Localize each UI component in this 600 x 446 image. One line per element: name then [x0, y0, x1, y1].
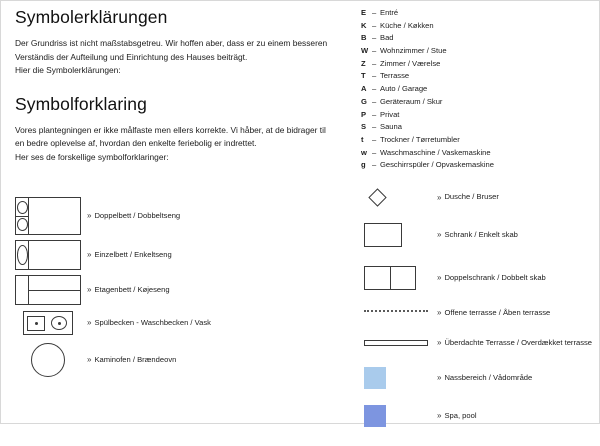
abbrev-key: E [361, 8, 367, 17]
abbrev-dash: – [372, 122, 377, 132]
abbrev-value: Geräteraum / Skur [380, 96, 443, 106]
intro-dk-last: Her ses de forskellige symbolforklaringer: [15, 152, 169, 163]
legend-label: Einzelbett / Enkeltseng [94, 249, 172, 259]
legend-label: Doppelbett / Dobbeltseng [94, 210, 181, 220]
double-bed-icon [13, 197, 83, 235]
shower-icon [361, 191, 433, 204]
abbrev-value: Trockner / Tørretumbler [380, 134, 460, 144]
legend-label: Schrank / Enkelt skab [444, 229, 518, 239]
legend-item-spa-pool [361, 405, 593, 427]
legend-arrow: » [437, 308, 442, 318]
legend-item-wood-stove [13, 343, 343, 377]
abbrev-dash: – [372, 58, 377, 68]
abbrev-key: G [361, 96, 367, 106]
legend-item-open-terrace [361, 309, 593, 318]
legend-arrow: » [437, 230, 442, 239]
page-title-dk: Symbolforklaring [15, 93, 147, 114]
legend-label: Nassbereich / Vådområde [444, 373, 533, 383]
abbrev-value: Entré [380, 8, 399, 17]
legend-arrow: » [87, 285, 92, 294]
abbrev-value: Bad [380, 33, 394, 43]
abbrev-dash: – [372, 46, 377, 56]
legend-label: Offene terrasse / Åben terrasse [444, 308, 551, 317]
abbrev-dash: – [372, 33, 377, 43]
abbrev-key: W [361, 46, 369, 56]
spa-pool-swatch-icon [361, 405, 433, 427]
spa-pool-color [364, 405, 386, 427]
abbreviation-row [361, 136, 591, 144]
abbrev-value: Küche / Køkken [380, 20, 434, 30]
abbrev-dash: – [372, 96, 377, 106]
legend-item-single-bed [13, 240, 343, 270]
abbreviation-row [361, 98, 591, 106]
legend-arrow: » [437, 373, 442, 383]
intro-paragraph-dk [15, 124, 333, 165]
abbrev-dash: – [372, 160, 377, 170]
abbreviation-row [361, 161, 591, 169]
legend-label: Dusche / Bruser [444, 192, 499, 202]
legend-item-covered-terrace [361, 339, 593, 348]
bunk-bed-icon [13, 275, 83, 305]
abbrev-dash: – [372, 8, 377, 17]
abbreviation-row [361, 47, 591, 55]
abbreviation-list [361, 9, 591, 174]
legend-item-cabinet-double [361, 266, 593, 290]
abbrev-key: K [361, 20, 367, 30]
legend-arrow: » [87, 355, 92, 364]
intro-de-last: Hier die Symbolerklärungen: [15, 65, 121, 76]
legend-item-double-bed [13, 197, 343, 235]
cabinet-single-icon [361, 223, 433, 247]
abbrev-key: B [361, 33, 367, 43]
wet-area-color [364, 367, 386, 389]
legend-label: Kaminofen / Brændeovn [94, 354, 177, 364]
legend-item-sink [13, 311, 343, 335]
abbreviation-row [361, 85, 591, 93]
legend-list-left [13, 197, 343, 382]
abbreviation-row [361, 72, 591, 80]
abbrev-value: Waschmaschine / Vaskemaskine [380, 147, 491, 157]
abbrev-dash: – [372, 71, 377, 81]
intro-de-body: Der Grundriss ist nicht maßstabsgetreu. Wir hoffen aber, dass er zu einem besseren Verständis der Aufteilung und Einrichtung des Hauses beiträgt. [15, 38, 328, 62]
abbrev-value: Zimmer / Værelse [380, 58, 441, 68]
intro-dk-body: Vores plantegningen er ikke målfaste men ellers korrekte. Vi håber, at de bidrager til en bedre oplevelse af, hvordan den enkelte feriebolig er indrettet. [15, 124, 326, 149]
covered-terrace-icon [361, 340, 433, 346]
abbreviation-row [361, 9, 591, 17]
abbrev-key: Z [361, 58, 366, 68]
abbreviation-row [361, 60, 591, 68]
abbrev-key: g [361, 160, 366, 170]
abbrev-key: w [361, 147, 367, 157]
abbrev-value: Sauna [380, 122, 402, 132]
abbrev-value: Auto / Garage [380, 84, 428, 94]
wood-stove-icon [13, 343, 83, 377]
legend-arrow: » [437, 411, 442, 421]
sink-icon [13, 311, 83, 335]
legend-arrow: » [87, 250, 92, 259]
open-terrace-icon [361, 310, 433, 317]
legend-label: Doppelschrank / Dobbelt skab [444, 272, 546, 282]
abbrev-dash: – [372, 147, 377, 157]
legend-arrow: » [87, 318, 92, 327]
legend-list-right [361, 191, 593, 446]
legend-item-wet-area [361, 367, 593, 389]
abbrev-dash: – [372, 84, 377, 94]
legend-label: Etagenbett / Køjeseng [94, 284, 170, 294]
legend-arrow: » [87, 211, 92, 220]
abbrev-dash: – [372, 134, 377, 144]
abbrev-value: Wohnzimmer / Stue [380, 46, 447, 56]
single-bed-icon [13, 240, 83, 270]
legend-label: Spülbecken - Waschbecken / Vask [94, 317, 211, 327]
text-column [15, 7, 345, 165]
abbreviation-row [361, 111, 591, 119]
abbreviation-row [361, 34, 591, 42]
legend-arrow: » [437, 338, 442, 348]
abbrev-dash: – [372, 20, 377, 30]
legend-item-bunk-bed [13, 275, 343, 305]
page-title-de: Symbolerklärungen [15, 7, 168, 27]
abbrev-dash: – [372, 109, 377, 119]
legend-item-cabinet-single [361, 223, 593, 247]
abbrev-key: t [361, 134, 364, 144]
wet-area-swatch-icon [361, 367, 433, 389]
abbrev-key: A [361, 84, 367, 94]
legend-label: Spa, pool [444, 411, 477, 421]
abbrev-value: Geschirrspüler / Opvaskemaskine [380, 160, 494, 170]
intro-paragraph-de [15, 37, 333, 78]
legend-arrow: » [437, 192, 442, 202]
legend-label: Überdachte Terrasse / Overdækket terrasse [444, 337, 593, 347]
abbreviation-row [361, 22, 591, 30]
abbrev-key: S [361, 122, 367, 132]
abbrev-value: Terrasse [380, 71, 410, 81]
abbrev-value: Privat [380, 109, 400, 119]
legend-arrow: » [437, 273, 442, 282]
abbreviation-row [361, 123, 591, 131]
abbrev-key: T [361, 71, 366, 81]
abbrev-key: P [361, 109, 367, 119]
legend-item-shower [361, 191, 593, 204]
abbreviation-row [361, 149, 591, 157]
cabinet-double-icon [361, 266, 433, 290]
